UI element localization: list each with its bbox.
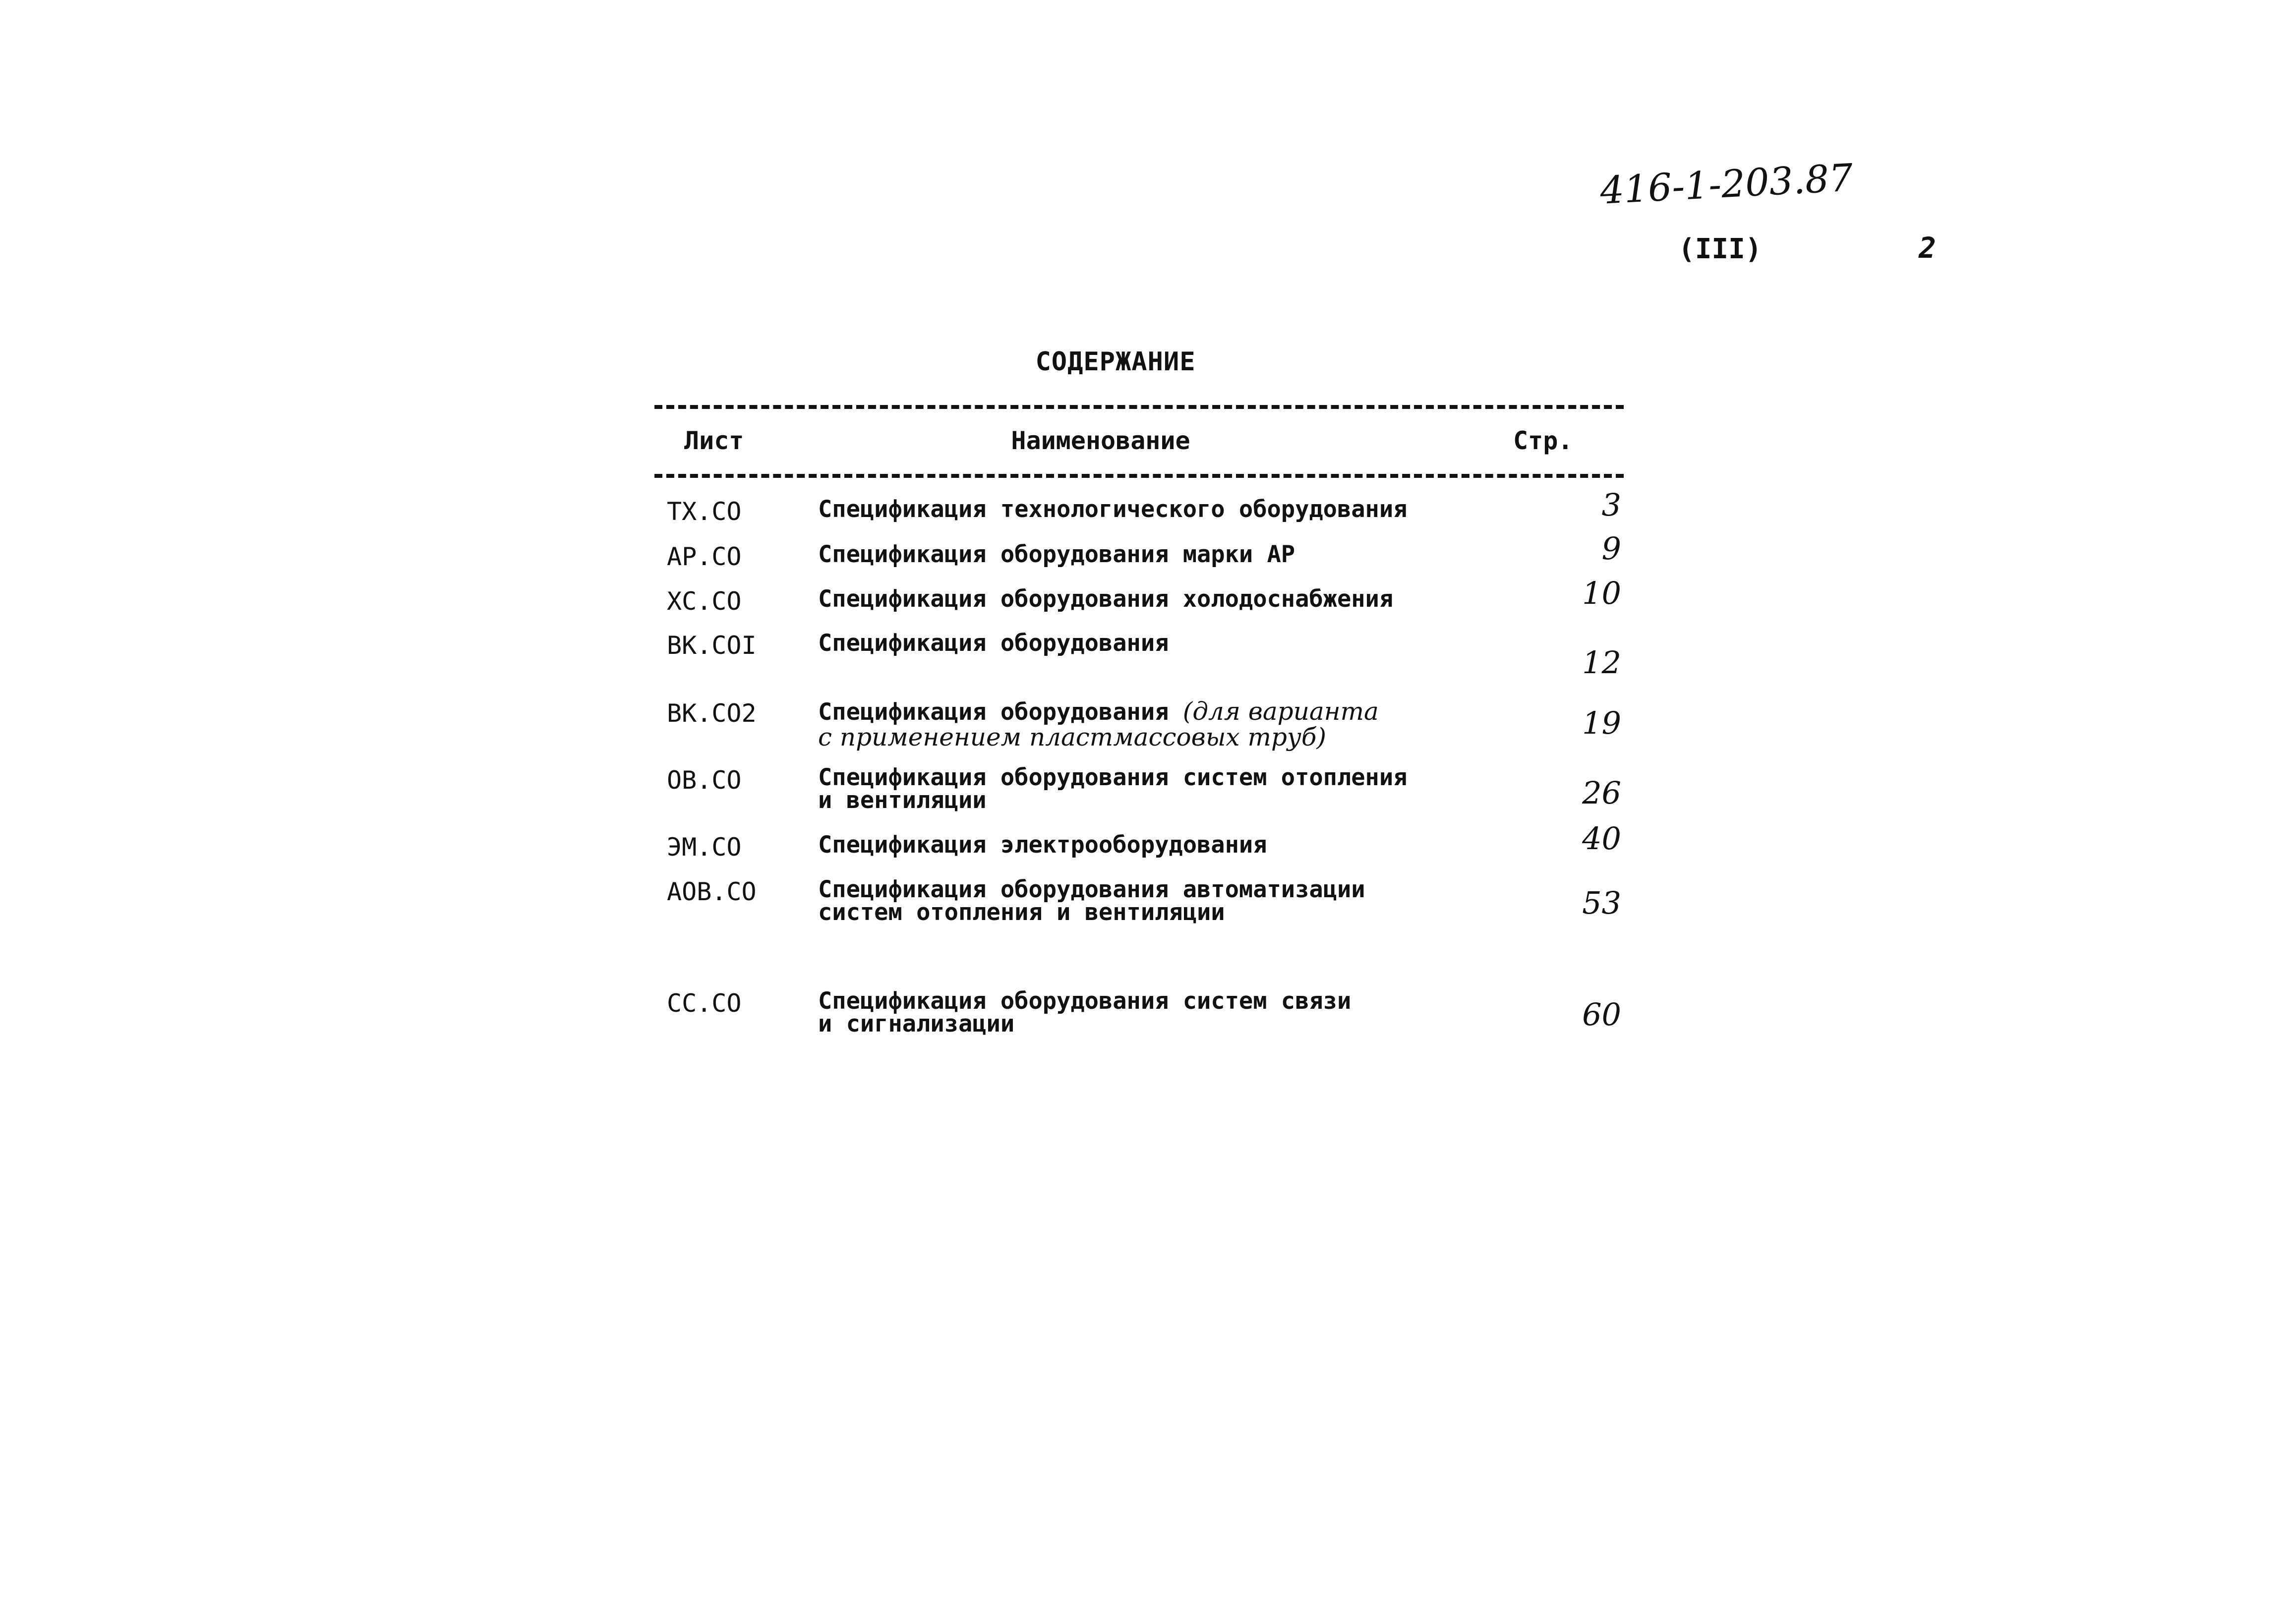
table-row-sheet: АОВ.СО bbox=[667, 877, 757, 906]
column-header-sheet: Лист bbox=[684, 426, 744, 455]
volume-number: (III) bbox=[1678, 233, 1762, 265]
table-row-sheet: ТХ.СО bbox=[667, 497, 742, 526]
handwritten-note: с применением пластмассовых труб) bbox=[818, 723, 1326, 751]
table-row-page: 40 bbox=[1582, 820, 1621, 857]
table-row-page: 53 bbox=[1582, 885, 1621, 921]
table-header-divider bbox=[654, 474, 1624, 478]
table-row-name: Спецификация оборудования систем отопления и вентиляции bbox=[818, 764, 1408, 814]
page-title: СОДЕРЖАНИЕ bbox=[1035, 347, 1196, 377]
table-row-sheet: ОВ.СО bbox=[667, 766, 742, 795]
table-row-sheet: АР.СО bbox=[667, 542, 742, 571]
table-row-sheet: ВК.СО2 bbox=[667, 699, 757, 728]
table-row-name: Спецификация оборудования (для варианта с применением пластмассовых труб) bbox=[818, 699, 1512, 750]
column-header-name: Наименование bbox=[1011, 426, 1190, 455]
table-row-sheet: ХС.СО bbox=[667, 587, 742, 616]
table-row-name: Спецификация оборудования холодоснабжения bbox=[818, 585, 1394, 613]
table-row-page: 10 bbox=[1582, 575, 1621, 611]
table-row-page: 9 bbox=[1601, 530, 1621, 567]
column-header-page: Стр. bbox=[1513, 426, 1573, 455]
table-row-name: Спецификация оборудования систем связи и сигнализации bbox=[818, 987, 1352, 1038]
table-top-divider bbox=[654, 405, 1624, 409]
table-row-page: 60 bbox=[1582, 996, 1621, 1033]
table-row-sheet: СС.СО bbox=[667, 989, 742, 1018]
table-row-page: 26 bbox=[1582, 775, 1621, 811]
page-number: 2 bbox=[1919, 231, 1936, 265]
document-code: 416-1-203.87 bbox=[1599, 155, 1854, 213]
table-row-page: 3 bbox=[1601, 487, 1621, 523]
table-row-name: Спецификация оборудования автоматизации систем отопления и вентиляции bbox=[818, 876, 1365, 926]
table-row-name: Спецификация оборудования bbox=[818, 630, 1169, 657]
table-row-sheet: ЭМ.СО bbox=[667, 833, 742, 862]
table-row-name: Спецификация оборудования марки АР bbox=[818, 541, 1295, 568]
table-row-sheet: ВК.СОI bbox=[667, 631, 757, 660]
table-row-name: Спецификация технологического оборудования bbox=[818, 496, 1408, 523]
table-row-page: 19 bbox=[1582, 705, 1621, 741]
handwritten-note: (для варианта bbox=[1182, 697, 1379, 726]
table-row-name: Спецификация электрооборудования bbox=[818, 831, 1267, 859]
table-row-page: 12 bbox=[1582, 644, 1621, 681]
